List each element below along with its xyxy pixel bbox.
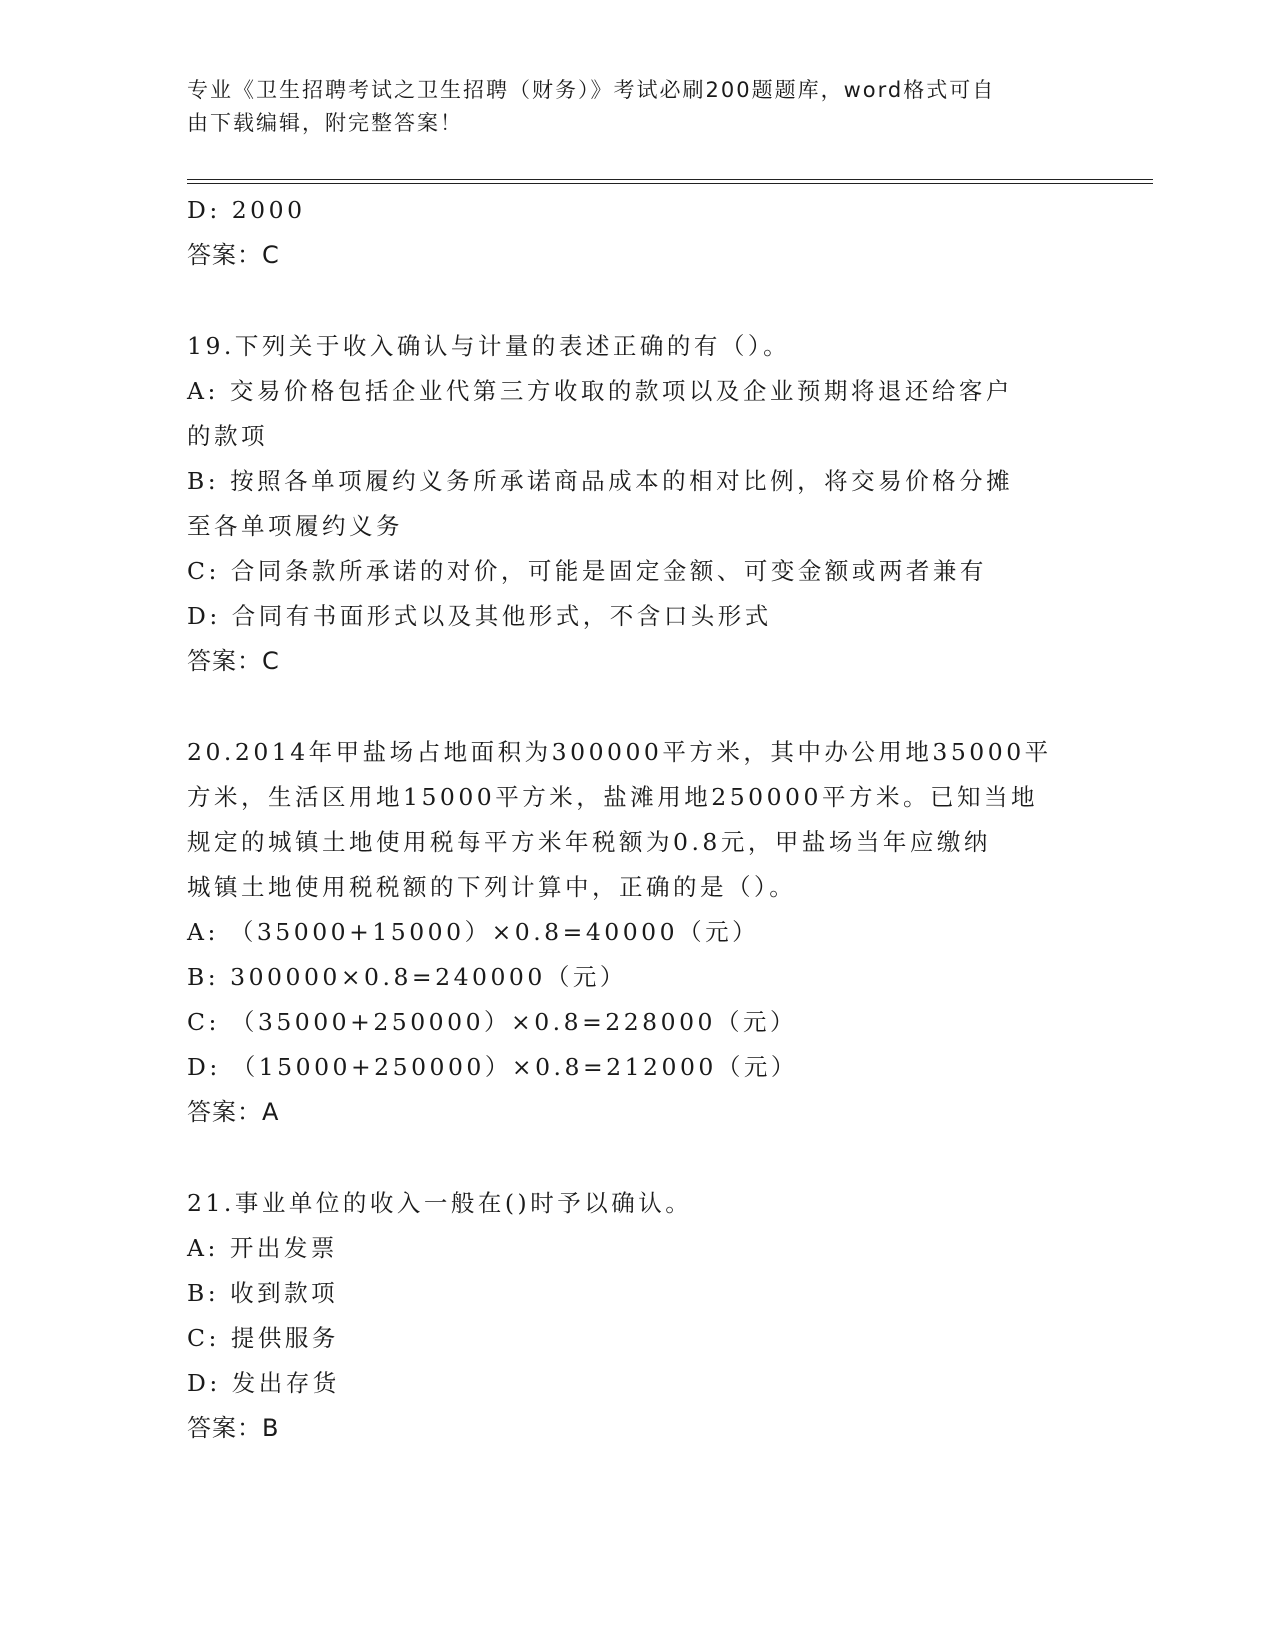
header-line-1: 专业《卫生招聘考试之卫生招聘（财务）》考试必刷200题题库，word格式可自 (187, 78, 996, 102)
spacer (187, 278, 1087, 324)
option-a: A: （35000+15000）×0.8=40000（元） (187, 918, 760, 946)
option-a-continued: 的款项 (187, 422, 268, 450)
question-stem-continued: 方米，生活区用地15000平方米，盐滩用地250000平方米。已知当地 (187, 783, 1038, 811)
spacer (187, 684, 1087, 730)
option-c: C: 提供服务 (187, 1324, 339, 1352)
option-a: A: 开出发票 (187, 1234, 338, 1262)
answer: 答案：C (187, 241, 280, 269)
question-list (187, 188, 1087, 1451)
header-line-2: 由下载编辑，附完整答案！ (187, 111, 463, 135)
question-stem: 20.2014年甲盐场占地面积为300000平方米，其中办公用地35000平 (187, 738, 1052, 766)
question-stem: 21.事业单位的收入一般在()时予以确认。 (187, 1189, 693, 1217)
answer: 答案：B (187, 1414, 280, 1442)
option-b: B: 收到款项 (187, 1279, 339, 1307)
option-d: D: 发出存货 (187, 1369, 340, 1397)
option-d: D: （15000+250000）×0.8=212000（元） (187, 1053, 798, 1081)
option-b-continued: 至各单项履约义务 (187, 512, 403, 540)
question-19 (187, 324, 1087, 684)
question-20 (187, 730, 1087, 1135)
spacer (187, 1135, 1087, 1181)
option-d: D: 2000 (187, 196, 306, 224)
answer: 答案：C (187, 647, 280, 675)
answer: 答案：A (187, 1098, 280, 1126)
question-18-tail (187, 188, 1087, 278)
option-c: C: 合同条款所承诺的对价，可能是固定金额、可变金额或两者兼有 (187, 557, 987, 585)
document-header (187, 74, 1067, 140)
question-21 (187, 1181, 1087, 1451)
option-b: B: 按照各单项履约义务所承诺商品成本的相对比例，将交易价格分摊 (187, 467, 1014, 495)
header-divider-top (187, 179, 1153, 180)
question-stem: 19.下列关于收入确认与计量的表述正确的有（）。 (187, 332, 791, 360)
option-b: B: 300000×0.8=240000（元） (187, 963, 627, 991)
question-stem-continued: 规定的城镇土地使用税每平方米年税额为0.8元，甲盐场当年应缴纳 (187, 828, 991, 856)
question-stem-continued: 城镇土地使用税税额的下列计算中，正确的是（）。 (187, 873, 797, 901)
option-c: C: （35000+250000）×0.8=228000（元） (187, 1008, 797, 1036)
header-divider-bottom (187, 183, 1153, 184)
option-d: D: 合同有书面形式以及其他形式，不含口头形式 (187, 602, 772, 630)
option-a: A: 交易价格包括企业代第三方收取的款项以及企业预期将退还给客户 (187, 377, 1013, 405)
